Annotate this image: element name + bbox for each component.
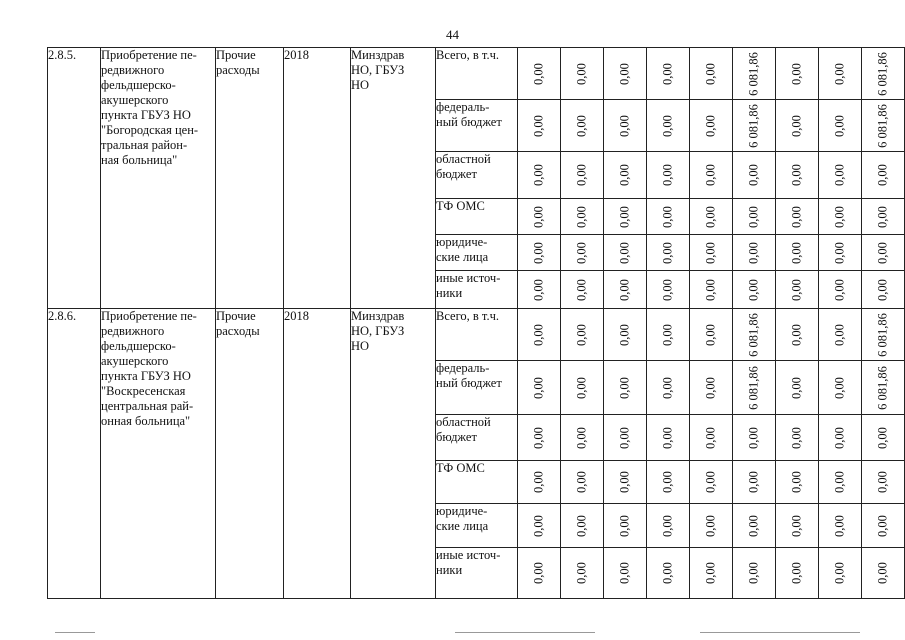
value-cell [862, 461, 905, 504]
value-text: 0,00 [617, 426, 632, 449]
value-text: 6 081,86 [746, 312, 761, 357]
value-cell [518, 152, 561, 199]
value-text: 0,00 [531, 62, 546, 85]
value-cell [647, 361, 690, 415]
value-text: 0,00 [574, 426, 589, 449]
value-cell [776, 48, 819, 100]
item-code: 2.8.6. [48, 309, 101, 599]
value-cell [819, 548, 862, 599]
value-cell [647, 309, 690, 361]
value-cell [819, 48, 862, 100]
value-text: 0,00 [574, 323, 589, 346]
value-text: 0,00 [875, 562, 890, 584]
value-cell [733, 309, 776, 361]
value-text: 0,00 [703, 323, 718, 346]
value-text: 0,00 [617, 241, 632, 264]
value-cell [733, 461, 776, 504]
table-row [48, 309, 905, 361]
value-text: 0,00 [746, 562, 761, 584]
value-cell [819, 271, 862, 309]
value-text: 0,00 [574, 514, 589, 537]
value-cell [518, 199, 561, 235]
value-text: 0,00 [789, 205, 804, 228]
value-cell [862, 361, 905, 415]
value-cell [690, 100, 733, 152]
value-cell [862, 548, 905, 599]
value-cell [604, 48, 647, 100]
value-cell [776, 361, 819, 415]
value-cell [604, 235, 647, 271]
value-cell [604, 152, 647, 199]
value-text: 0,00 [746, 514, 761, 537]
value-text: 0,00 [617, 164, 632, 186]
funding-source-label: федераль- ный бюджет [436, 100, 518, 152]
value-text: 0,00 [789, 376, 804, 399]
value-cell [690, 548, 733, 599]
value-text: 6 081,86 [875, 312, 890, 357]
value-text: 0,00 [617, 62, 632, 85]
value-cell [819, 100, 862, 152]
value-cell [518, 48, 561, 100]
value-cell [518, 361, 561, 415]
value-cell [647, 100, 690, 152]
funding-source-label: ТФ ОМС [436, 461, 518, 504]
value-text: 0,00 [832, 514, 847, 537]
value-text: 0,00 [531, 323, 546, 346]
value-text: 0,00 [617, 278, 632, 301]
value-cell [733, 199, 776, 235]
value-cell [518, 271, 561, 309]
value-text: 0,00 [531, 471, 546, 493]
value-cell [776, 235, 819, 271]
value-cell [647, 152, 690, 199]
value-cell [733, 100, 776, 152]
value-cell [561, 199, 604, 235]
value-cell [690, 415, 733, 461]
value-text: 0,00 [746, 426, 761, 449]
value-text: 0,00 [789, 323, 804, 346]
value-text: 0,00 [660, 62, 675, 85]
value-text: 6 081,86 [746, 103, 761, 148]
value-text: 6 081,86 [746, 51, 761, 96]
value-text: 0,00 [875, 278, 890, 301]
value-text: 0,00 [660, 205, 675, 228]
value-text: 0,00 [789, 114, 804, 137]
value-cell [862, 271, 905, 309]
value-text: 0,00 [703, 164, 718, 186]
value-text: 0,00 [660, 514, 675, 537]
value-cell [862, 504, 905, 548]
value-text: 0,00 [660, 278, 675, 301]
value-text: 0,00 [875, 205, 890, 228]
value-cell [518, 415, 561, 461]
value-cell [776, 548, 819, 599]
responsible-executor: Минздрав НО, ГБУЗ НО [351, 48, 436, 309]
value-text: 0,00 [789, 164, 804, 186]
value-cell [819, 152, 862, 199]
value-cell [647, 235, 690, 271]
value-text: 0,00 [617, 205, 632, 228]
value-text: 6 081,86 [875, 51, 890, 96]
value-text: 0,00 [617, 562, 632, 584]
footer-rule [700, 632, 860, 633]
value-cell [733, 548, 776, 599]
value-cell [518, 309, 561, 361]
funding-source-label: юридиче- ские лица [436, 504, 518, 548]
value-cell [604, 504, 647, 548]
value-cell [733, 504, 776, 548]
value-cell [561, 361, 604, 415]
value-text: 0,00 [574, 471, 589, 493]
value-cell [733, 235, 776, 271]
value-cell [561, 504, 604, 548]
value-cell [561, 548, 604, 599]
value-text: 0,00 [531, 241, 546, 264]
funding-source-label: юридиче- ские лица [436, 235, 518, 271]
value-text: 0,00 [832, 205, 847, 228]
value-cell [776, 309, 819, 361]
value-text: 0,00 [531, 205, 546, 228]
value-cell [561, 309, 604, 361]
value-cell [604, 548, 647, 599]
value-cell [518, 461, 561, 504]
value-cell [819, 361, 862, 415]
value-cell [604, 309, 647, 361]
value-cell [561, 461, 604, 504]
value-cell [733, 152, 776, 199]
value-text: 0,00 [660, 114, 675, 137]
budget-table [47, 47, 905, 599]
value-cell [776, 271, 819, 309]
value-text: 0,00 [531, 562, 546, 584]
value-text: 0,00 [832, 164, 847, 186]
value-text: 0,00 [531, 164, 546, 186]
value-cell [647, 48, 690, 100]
value-text: 0,00 [832, 278, 847, 301]
value-text: 0,00 [875, 514, 890, 537]
funding-source-label: областной бюджет [436, 152, 518, 199]
value-text: 0,00 [531, 114, 546, 137]
value-text: 0,00 [832, 426, 847, 449]
value-text: 0,00 [789, 562, 804, 584]
value-text: 0,00 [832, 323, 847, 346]
value-text: 0,00 [574, 562, 589, 584]
value-cell [518, 504, 561, 548]
value-cell [819, 504, 862, 548]
value-text: 0,00 [574, 62, 589, 85]
value-text: 0,00 [617, 114, 632, 137]
value-cell [561, 271, 604, 309]
value-text: 0,00 [703, 376, 718, 399]
item-name: Приобретение пе- редвижного фельдшерско- акушерского пункта ГБУЗ НО "Воскресенская центральная рай- онная больница" [101, 309, 216, 599]
value-text: 0,00 [789, 278, 804, 301]
value-cell [862, 309, 905, 361]
value-cell [862, 235, 905, 271]
value-text: 0,00 [703, 471, 718, 493]
value-text: 0,00 [660, 323, 675, 346]
value-cell [733, 271, 776, 309]
value-cell [690, 461, 733, 504]
value-text: 0,00 [617, 376, 632, 399]
value-cell [561, 415, 604, 461]
value-text: 0,00 [832, 376, 847, 399]
value-text: 0,00 [789, 471, 804, 493]
footer-rule [455, 632, 595, 633]
value-text: 6 081,86 [875, 103, 890, 148]
value-cell [862, 415, 905, 461]
value-cell [862, 199, 905, 235]
value-cell [862, 100, 905, 152]
value-cell [819, 415, 862, 461]
value-text: 0,00 [617, 471, 632, 493]
value-cell [561, 100, 604, 152]
item-name: Приобретение пе- редвижного фельдшерско- акушерского пункта ГБУЗ НО "Богородская цен- тральная район- ная больница" [101, 48, 216, 309]
value-cell [561, 235, 604, 271]
value-text: 0,00 [875, 471, 890, 493]
value-text: 0,00 [574, 241, 589, 264]
value-cell [604, 415, 647, 461]
value-text: 0,00 [660, 562, 675, 584]
value-cell [776, 504, 819, 548]
value-text: 0,00 [746, 471, 761, 493]
item-year: 2018 [284, 309, 351, 599]
value-text: 0,00 [574, 164, 589, 186]
value-text: 0,00 [746, 205, 761, 228]
value-cell [819, 199, 862, 235]
value-cell [604, 100, 647, 152]
value-cell [733, 415, 776, 461]
value-cell [604, 271, 647, 309]
value-text: 0,00 [660, 241, 675, 264]
footer-rule [55, 632, 95, 633]
value-text: 0,00 [531, 278, 546, 301]
value-text: 0,00 [832, 114, 847, 137]
value-cell [776, 199, 819, 235]
expense-type: Прочие расходы [216, 309, 284, 599]
value-cell [604, 199, 647, 235]
value-text: 0,00 [746, 164, 761, 186]
value-text: 0,00 [574, 376, 589, 399]
funding-source-label: иные источ- ники [436, 271, 518, 309]
value-cell [604, 461, 647, 504]
value-text: 0,00 [703, 278, 718, 301]
funding-source-label: иные источ- ники [436, 548, 518, 599]
value-text: 0,00 [875, 426, 890, 449]
funding-source-label: Всего, в т.ч. [436, 48, 518, 100]
value-cell [862, 48, 905, 100]
value-cell [690, 152, 733, 199]
expense-type: Прочие расходы [216, 48, 284, 309]
page-number: 44 [446, 27, 459, 42]
value-text: 0,00 [832, 562, 847, 584]
value-text: 0,00 [703, 514, 718, 537]
value-text: 0,00 [832, 241, 847, 264]
value-text: 0,00 [832, 471, 847, 493]
value-text: 0,00 [574, 278, 589, 301]
value-cell [690, 271, 733, 309]
value-text: 0,00 [789, 514, 804, 537]
value-cell [819, 309, 862, 361]
value-cell [518, 100, 561, 152]
value-text: 0,00 [746, 241, 761, 264]
value-text: 0,00 [617, 323, 632, 346]
value-cell [690, 309, 733, 361]
value-text: 0,00 [660, 471, 675, 493]
value-cell [561, 48, 604, 100]
value-cell [647, 415, 690, 461]
value-cell [776, 152, 819, 199]
value-cell [862, 152, 905, 199]
value-text: 0,00 [875, 241, 890, 264]
value-text: 0,00 [832, 62, 847, 85]
value-text: 0,00 [703, 241, 718, 264]
value-text: 0,00 [660, 426, 675, 449]
value-text: 0,00 [703, 114, 718, 137]
value-cell [690, 361, 733, 415]
value-text: 0,00 [789, 62, 804, 85]
value-text: 0,00 [617, 514, 632, 537]
value-text: 0,00 [531, 514, 546, 537]
value-cell [776, 100, 819, 152]
value-cell [604, 361, 647, 415]
value-cell [690, 199, 733, 235]
value-text: 0,00 [531, 376, 546, 399]
value-cell [733, 361, 776, 415]
value-cell [561, 152, 604, 199]
value-text: 0,00 [660, 164, 675, 186]
value-text: 6 081,86 [875, 365, 890, 410]
value-cell [518, 548, 561, 599]
value-text: 0,00 [789, 241, 804, 264]
value-cell [647, 504, 690, 548]
value-cell [647, 548, 690, 599]
item-year: 2018 [284, 48, 351, 309]
funding-source-label: ТФ ОМС [436, 199, 518, 235]
value-cell [647, 271, 690, 309]
value-text: 0,00 [703, 205, 718, 228]
value-text: 0,00 [703, 62, 718, 85]
value-cell [647, 461, 690, 504]
value-text: 0,00 [875, 164, 890, 186]
value-cell [776, 461, 819, 504]
funding-source-label: областной бюджет [436, 415, 518, 461]
value-cell [819, 235, 862, 271]
table-row [48, 48, 905, 100]
funding-source-label: Всего, в т.ч. [436, 309, 518, 361]
value-cell [518, 235, 561, 271]
value-text: 6 081,86 [746, 365, 761, 410]
value-cell [690, 235, 733, 271]
value-text: 0,00 [703, 426, 718, 449]
item-code: 2.8.5. [48, 48, 101, 309]
value-cell [690, 504, 733, 548]
funding-source-label: федераль- ный бюджет [436, 361, 518, 415]
responsible-executor: Минздрав НО, ГБУЗ НО [351, 309, 436, 599]
value-text: 0,00 [746, 278, 761, 301]
value-text: 0,00 [574, 205, 589, 228]
value-cell [690, 48, 733, 100]
value-text: 0,00 [660, 376, 675, 399]
value-text: 0,00 [703, 562, 718, 584]
value-cell [647, 199, 690, 235]
value-text: 0,00 [574, 114, 589, 137]
value-cell [776, 415, 819, 461]
value-text: 0,00 [789, 426, 804, 449]
value-text: 0,00 [531, 426, 546, 449]
value-cell [733, 48, 776, 100]
value-cell [819, 461, 862, 504]
